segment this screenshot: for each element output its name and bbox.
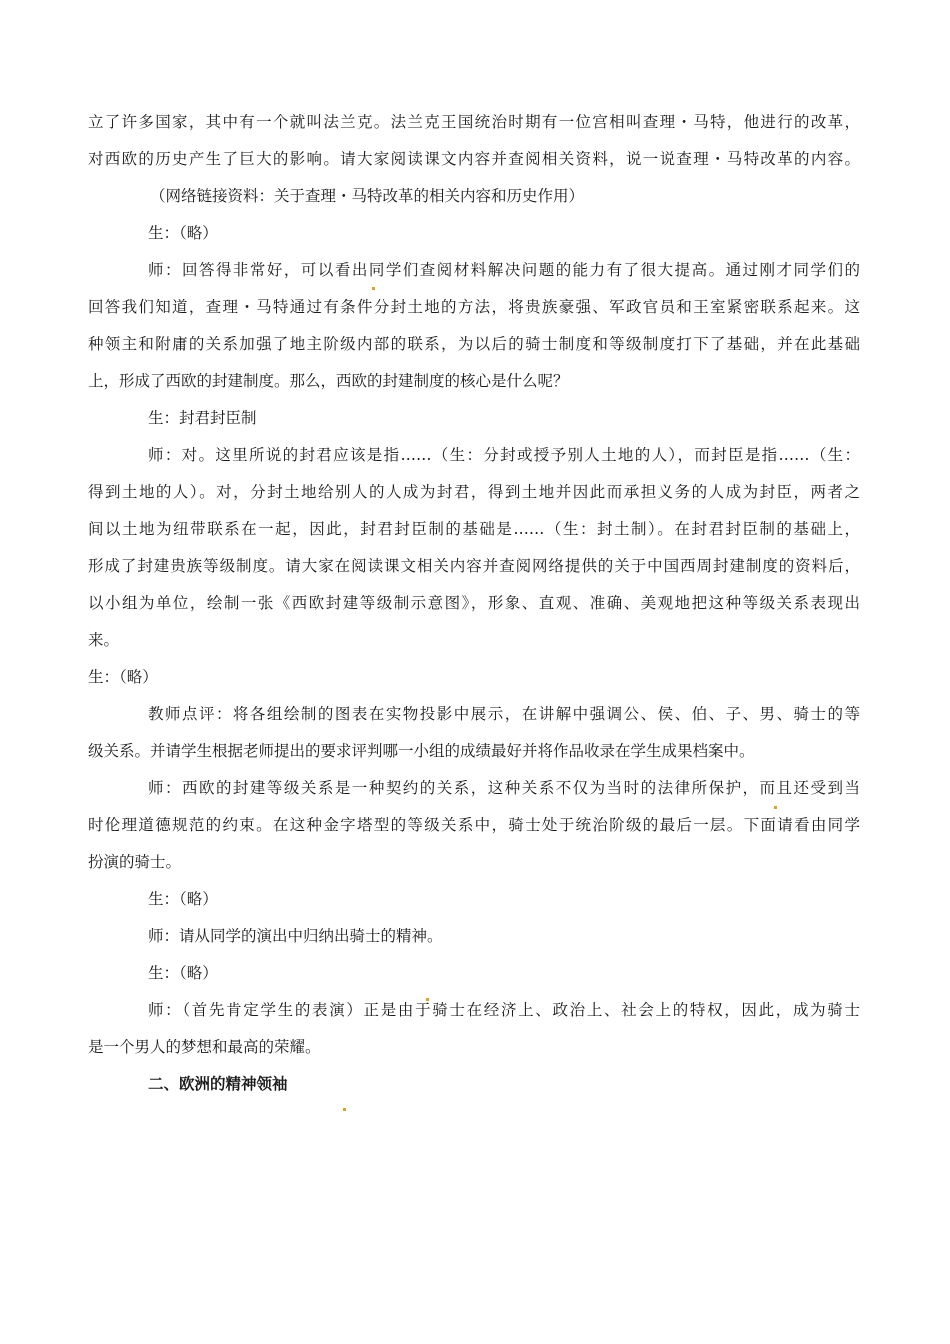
paragraph-line: 生：（略） — [148, 964, 218, 982]
section-heading: 二、欧洲的精神领袖 — [148, 1075, 288, 1093]
paragraph-line: 是一个男人的梦想和最高的荣耀。 — [88, 1038, 321, 1056]
paragraph-line: 教师点评：将各组绘制的图表在实物投影中展示，在讲解中强调公、侯、伯、子、男、骑士的等 — [148, 705, 860, 723]
paragraph-line: 扮演的骑士。 — [88, 853, 182, 871]
paragraph-line: 对西欧的历史产生了巨大的影响。请大家阅读课文内容并查阅相关资料，说一说查理・马特改革的内容。 — [88, 150, 860, 168]
annotation-mark — [343, 1108, 346, 1111]
paragraph-line: 时伦理道德规范的约束。在这种金字塔型的等级关系中，骑士处于统治阶级的最后一层。下面请看由同学 — [88, 816, 860, 834]
paragraph-line: 级关系。并请学生根据老师提出的要求评判哪一小组的成绩最好并将作品收录在学生成果档案中。 — [88, 742, 755, 760]
paragraph-line: （网络链接资料：关于查理・马特改革的相关内容和历史作用） — [150, 187, 585, 205]
paragraph-line: 种领主和附庸的关系加强了地主阶级内部的联系，为以后的骑士制度和等级制度打下了基础，并在此基础 — [88, 335, 860, 353]
annotation-mark — [426, 998, 429, 1001]
paragraph-line: 以小组为单位，绘制一张《西欧封建等级制示意图》，形象、直观、准确、美观地把这种等级关系表现出 — [88, 594, 860, 612]
document-body — [88, 112, 860, 1094]
paragraph-line: 间以土地为纽带联系在一起，因此，封君封臣制的基础是……（生：封土制）。在封君封臣制的基础上， — [88, 520, 860, 538]
paragraph-line: 师：西欧的封建等级关系是一种契约的关系，这种关系不仅为当时的法律所保护，而且还受到当 — [148, 779, 860, 797]
paragraph-line: 师：回答得非常好，可以看出同学们查阅材料解决问题的能力有了很大提高。通过刚才同学们的 — [148, 261, 860, 279]
paragraph-line: 上，形成了西欧的封建制度。那么，西欧的封建制度的核心是什么呢？ — [88, 372, 569, 390]
annotation-mark — [372, 287, 375, 290]
paragraph-line: 生：（略） — [88, 668, 158, 686]
paragraph-line: 生：（略） — [148, 890, 218, 908]
paragraph-line: 师：请从同学的演出中归纳出骑士的精神。 — [148, 927, 443, 945]
paragraph-line: 生：封君封臣制 — [148, 409, 257, 427]
paragraph-line: 回答我们知道，查理・马特通过有条件分封土地的方法，将贵族豪强、军政官员和王室紧密联系起来。这 — [88, 298, 860, 316]
paragraph-line: 得到土地的人）。对，分封土地给别人的人成为封君，得到土地并因此而承担义务的人成为封臣，两者之 — [88, 483, 860, 501]
paragraph-line: 师：（首先肯定学生的表演）正是由于骑士在经济上、政治上、社会上的特权，因此，成为骑士 — [148, 1001, 860, 1019]
paragraph-line: 形成了封建贵族等级制度。请大家在阅读课文相关内容并查阅网络提供的关于中国西周封建制度的资料后， — [88, 557, 860, 575]
paragraph-line: 生：（略） — [148, 224, 218, 242]
paragraph-line: 来。 — [88, 631, 120, 649]
annotation-mark — [774, 806, 777, 809]
paragraph-line: 师：对。这里所说的封君应该是指……（生：分封或授予别人土地的人），而封臣是指……（生： — [148, 446, 860, 464]
paragraph-line: 立了许多国家，其中有一个就叫法兰克。法兰克王国统治时期有一位宫相叫查理・马特，他进行的改革， — [88, 113, 860, 131]
